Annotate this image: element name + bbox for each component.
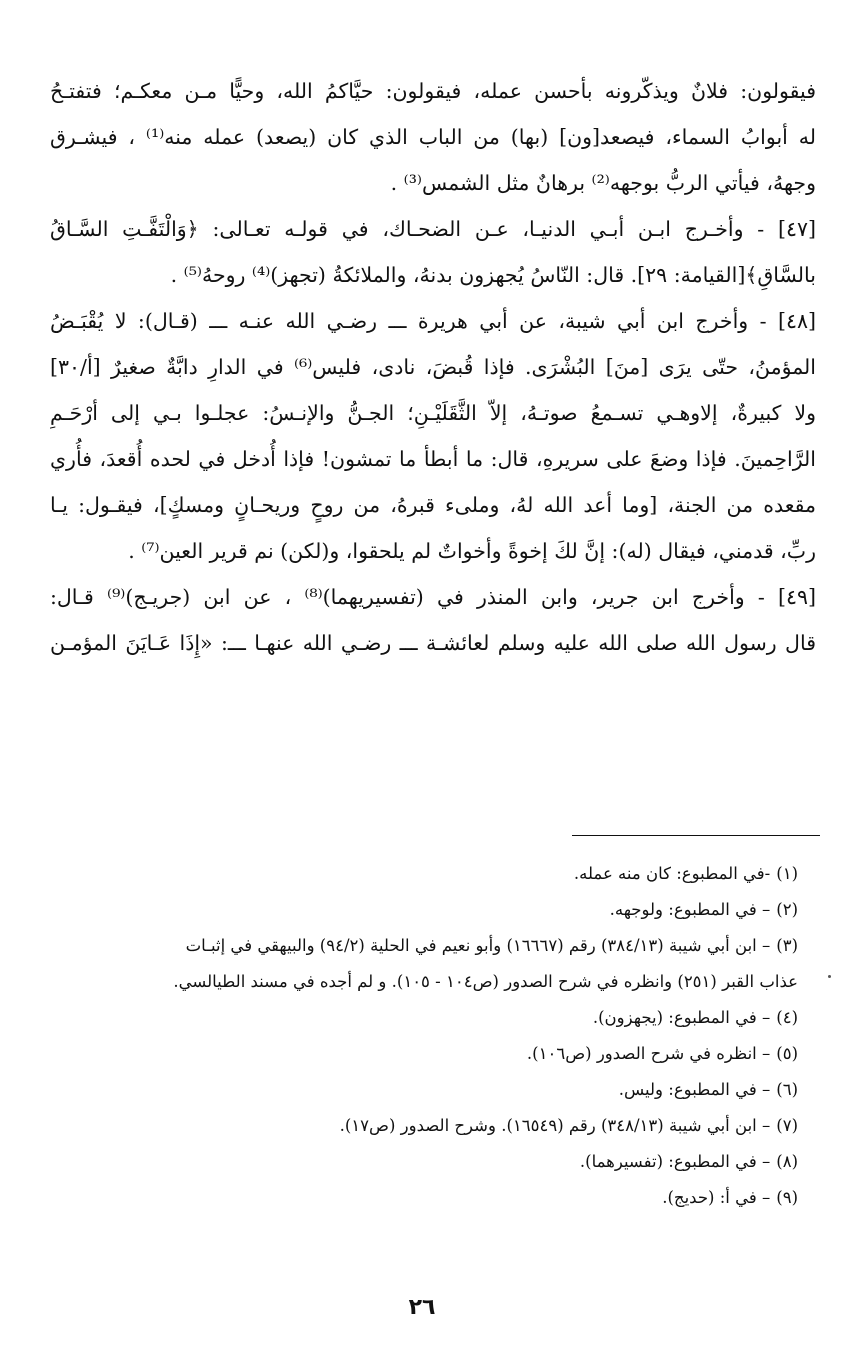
footnote-number: (١) bbox=[776, 864, 798, 883]
page-number: ٢٦ bbox=[408, 1295, 436, 1320]
text-line-11: ربِّ، قدمني، فيقال (له): إنَّ لكَ إخوةً وأخواتٌ لم يلحقوا، و(لكن) نم قرير العين⁽⁷⁾ . bbox=[128, 539, 816, 563]
footnote-3-continued bbox=[50, 964, 798, 1000]
text-line-3: وجههُ، فيأتي الربُّ بوجهه⁽²⁾ برهانٌ مثل الشمس⁽³⁾ . bbox=[390, 171, 816, 195]
footnote-number: (٩) bbox=[776, 1188, 798, 1207]
text-line-1: فيقولون: فلانٌ ويذكّرونه بأحسن عمله، فيقولون: حيَّاكمُ الله، وحيًّا مـن معكـم؛ فتفتـحُ bbox=[50, 79, 816, 103]
footnote-text: -في المطبوع: كان منه عمله. bbox=[573, 864, 771, 883]
footnotes-block bbox=[50, 856, 798, 1216]
text-line-9: الرَّاحِمينَ. فإذا وضعَ على سريرهِ، قال: ما أبطأ ما تمشون! فإذا أُدخل في لحده أُقعدَ، فأُري bbox=[50, 447, 816, 471]
text-line-8: ولا كبيرةٌ، إلاوهـي تسـمعُ صوتـهُ، إلاّ الثَّقَلَيْـنِ؛ الجـنُّ والإنـسُ: عجلـوا بـي إلى أرْحَـمِ bbox=[50, 401, 816, 425]
footnote-3 bbox=[50, 928, 798, 964]
text-line-4: [٤٧] - وأخـرج ابـن أبـي الدنيـا، عـن الضحـاك، في قولـه تعـالى: ﴿وَالْتَفَّـتِ السَّـاقُ bbox=[50, 217, 816, 241]
footnote-number: (٢) bbox=[776, 900, 798, 919]
footnote-text: عذاب القبر (٢٥١) وانظره في شرح الصدور (ص١٠٤ - ١٠٥). و لم أجده في مسند الطيالسي. bbox=[173, 972, 798, 991]
footnote-text: – ابن أبي شيبة (٣٨٤/١٣) رقم (١٦٦٦٧) وأبو نعيم في الحلية (٩٤/٢) والبيهقي في إثبـات bbox=[185, 936, 771, 955]
text-line-6: [٤٨] - وأخرج ابن أبي شيبة، عن أبي هريرة ـــ رضـي الله عنـه ـــ (قـال): لا يُقْبَـضُ bbox=[50, 309, 816, 333]
footnote-number: (٣) bbox=[776, 936, 798, 955]
footnote-text: – في المطبوع: وليس. bbox=[618, 1080, 771, 1099]
footnote-text: – ابن أبي شيبة (٣٤٨/١٣) رقم (١٦٥٤٩). وشرح الصدور (ص١٧). bbox=[339, 1116, 771, 1135]
text-line-10: مقعده من الجنة، [وما أعد الله لهُ، وملىء قبرهُ، من روحٍ وريحـانٍ ومسكٍ]، فيقـول: يـا bbox=[50, 493, 816, 517]
footnote-1 bbox=[50, 856, 798, 892]
footnote-text: – في المطبوع: (يجهزون). bbox=[592, 1008, 771, 1027]
footnote-number: (٦) bbox=[776, 1080, 798, 1099]
footnote-5 bbox=[50, 1036, 798, 1072]
footnote-6 bbox=[50, 1072, 798, 1108]
footnote-number: (٨) bbox=[776, 1152, 798, 1171]
footnote-2 bbox=[50, 892, 798, 928]
footnote-7 bbox=[50, 1108, 798, 1144]
text-line-5: بالسَّاقِ﴾[القيامة: ٢٩]. قال: النّاسُ يُجهزون بدنهُ، والملائكةُ (تجهز)⁽⁴⁾ روحهُ⁽⁵⁾ . bbox=[170, 263, 816, 287]
footnote-9 bbox=[50, 1180, 798, 1216]
text-line-2: له أبوابُ السماء، فيصعد[ون] (بها) من الباب الذي كان (يصعد) عمله منه⁽¹⁾ ، فيشـرق bbox=[50, 125, 816, 149]
text-line-12: [٤٩] - وأخرج ابن جرير، وابن المنذر في (تفسيريهما)⁽⁸⁾ ، عن ابن (جريـج)⁽⁹⁾ قـال: bbox=[50, 585, 816, 609]
text-line-7: المؤمنُ، حتّى يرَى [منَ] البُشْرَى. فإذا قُبضَ، نادى، فليس⁽⁶⁾ في الدارِ دابَّةٌ صغيرٌ [أ/٣٠] bbox=[50, 355, 816, 379]
footnote-text: – في أ: (حديج). bbox=[662, 1188, 771, 1207]
footnote-number: (٥) bbox=[776, 1044, 798, 1063]
text-line-13: قال رسول الله صلى الله عليه وسلم لعائشـة ـــ رضـي الله عنهـا ـــ: «إِذَا عَـايَنَ المؤمـن bbox=[50, 631, 816, 655]
footnote-text: – في المطبوع: ولوجهه. bbox=[609, 900, 771, 919]
footnote-8 bbox=[50, 1144, 798, 1180]
scan-speck bbox=[828, 975, 831, 978]
footnote-text: – انظره في شرح الصدور (ص١٠٦). bbox=[526, 1044, 771, 1063]
footnote-number: (٤) bbox=[776, 1008, 798, 1027]
footnote-4 bbox=[50, 1000, 798, 1036]
footnote-separator bbox=[572, 835, 820, 836]
footnote-text: – في المطبوع: (تفسيرهما). bbox=[579, 1152, 771, 1171]
main-text-block bbox=[50, 68, 816, 666]
footnote-number: (٧) bbox=[776, 1116, 798, 1135]
